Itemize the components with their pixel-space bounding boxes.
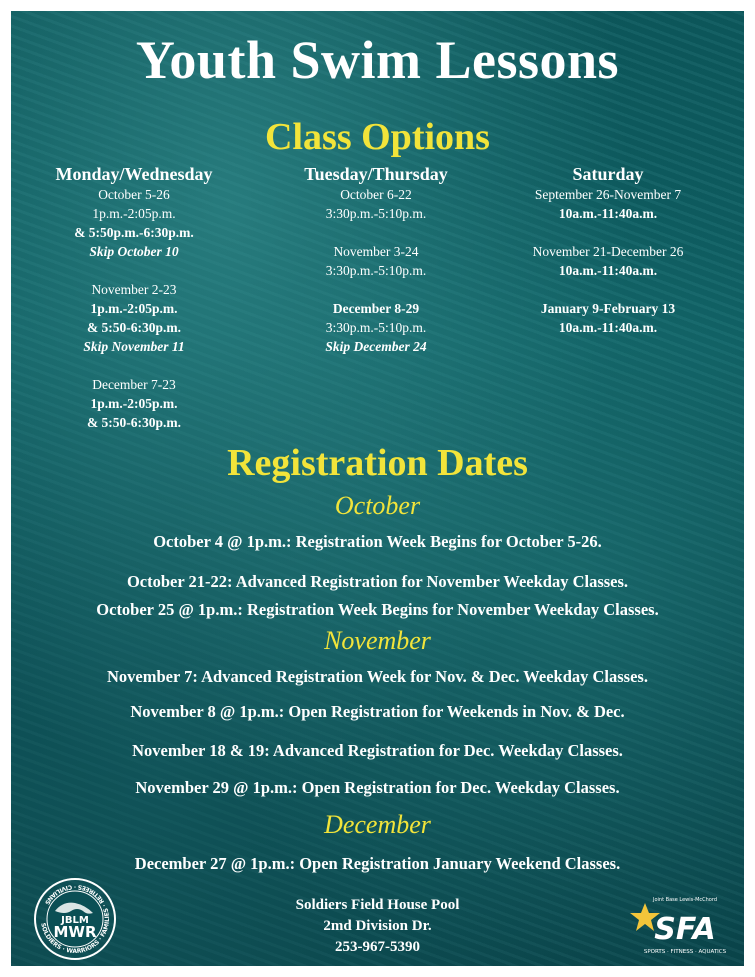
sfa-logo [623,891,733,961]
column-heading: Tuesday/Thursday [304,164,448,184]
spacer [24,356,244,375]
registration-item: November 8 @ 1p.m.: Open Registration for Weekends in Nov. & Dec. [130,702,625,721]
schedule-column-saturday [498,163,718,337]
schedule-line: January 9-February 13 [540,301,676,316]
schedule-column-tuesday-thursday [266,163,486,356]
venue-address: 2md Division Dr. [323,918,432,934]
registration-item: November 29 @ 1p.m.: Open Registration for Dec. Weekday Classes. [135,778,620,797]
registration-item: October 4 @ 1p.m.: Registration Week Begins for October 5-26. [153,532,602,551]
skip-note: Skip October 10 [89,244,179,259]
registration-item: November 18 & 19: Advanced Registration for Dec. Weekday Classes. [132,741,623,760]
sfa-top-text: Joint Base Lewis-McChord [653,897,717,903]
schedule-line: December 8-29 [332,301,420,316]
schedule-line: & 5:50p.m.-6:30p.m. [74,225,194,240]
schedule-line: & 5:50-6:30p.m. [86,320,182,335]
column-heading: Saturday [572,164,644,184]
venue-name: Soldiers Field House Pool [295,897,460,913]
month-label-october: October [334,491,421,520]
class-options-heading: Class Options [265,116,490,158]
schedule-line: December 7-23 [92,377,176,392]
schedule-line: September 26-November 7 [534,187,682,202]
registration-item: December 27 @ 1p.m.: Open Registration January Weekend Classes. [134,854,621,873]
venue-phone: 253-967-5390 [335,939,420,955]
registration-item: October 25 @ 1p.m.: Registration Week Begins for November Weekday Classes. [96,600,659,619]
schedule-line: 1p.m.-2:05p.m. [90,396,178,411]
registration-dates-heading: Registration Dates [227,442,528,484]
schedule-column-monday-wednesday [24,163,244,432]
month-label-december: December [324,810,431,839]
schedule-line: 3:30p.m.-5:10p.m. [325,206,427,221]
column-lines [266,185,486,356]
schedule-line: 10a.m.-11:40a.m. [558,206,658,221]
poster-title: Youth Swim Lessons [135,30,620,90]
month-label-november: November [324,626,431,655]
spacer [266,280,486,299]
schedule-line: & 5:50-6:30p.m. [86,415,182,430]
registration-item: October 21-22: Advanced Registration for November Weekday Classes. [126,572,629,591]
sfa-bottom-text: SPORTS · FITNESS · AQUATICS [643,949,727,955]
column-heading: Monday/Wednesday [55,164,213,184]
jblm-mwr-logo [33,877,117,961]
skip-note: Skip December 24 [325,339,427,354]
schedule-line: 3:30p.m.-5:10p.m. [325,263,427,278]
schedule-line: October 5-26 [98,187,170,202]
column-lines [24,185,244,432]
spacer [24,261,244,280]
logo-mwr-text: MWR [53,923,97,941]
logo-jblm-text: JBLM [61,915,89,926]
schedule-line: 10a.m.-11:40a.m. [558,320,658,335]
spacer [498,223,718,242]
spacer [498,280,718,299]
logo-ring-text: SOLDIERS · WARRIORS · FAMILIES · RETIREES · CIVILIANS [39,882,112,956]
schedule-line: 3:30p.m.-5:10p.m. [325,320,427,335]
schedule-line: November 3-24 [333,244,419,259]
schedule-line: 10a.m.-11:40a.m. [558,263,658,278]
registration-item: November 7: Advanced Registration Week for Nov. & Dec. Weekday Classes. [107,667,648,686]
schedule-line: November 2-23 [91,282,177,297]
schedule-line: 1p.m.-2:05p.m. [92,206,176,221]
schedule-line: November 21-December 26 [532,244,684,259]
spacer [266,223,486,242]
schedule-line: October 6-22 [340,187,412,202]
column-lines [498,185,718,337]
schedule-line: 1p.m.-2:05p.m. [90,301,178,316]
sfa-mark-text: SFA [654,912,716,947]
skip-note: Skip November 11 [83,339,185,354]
